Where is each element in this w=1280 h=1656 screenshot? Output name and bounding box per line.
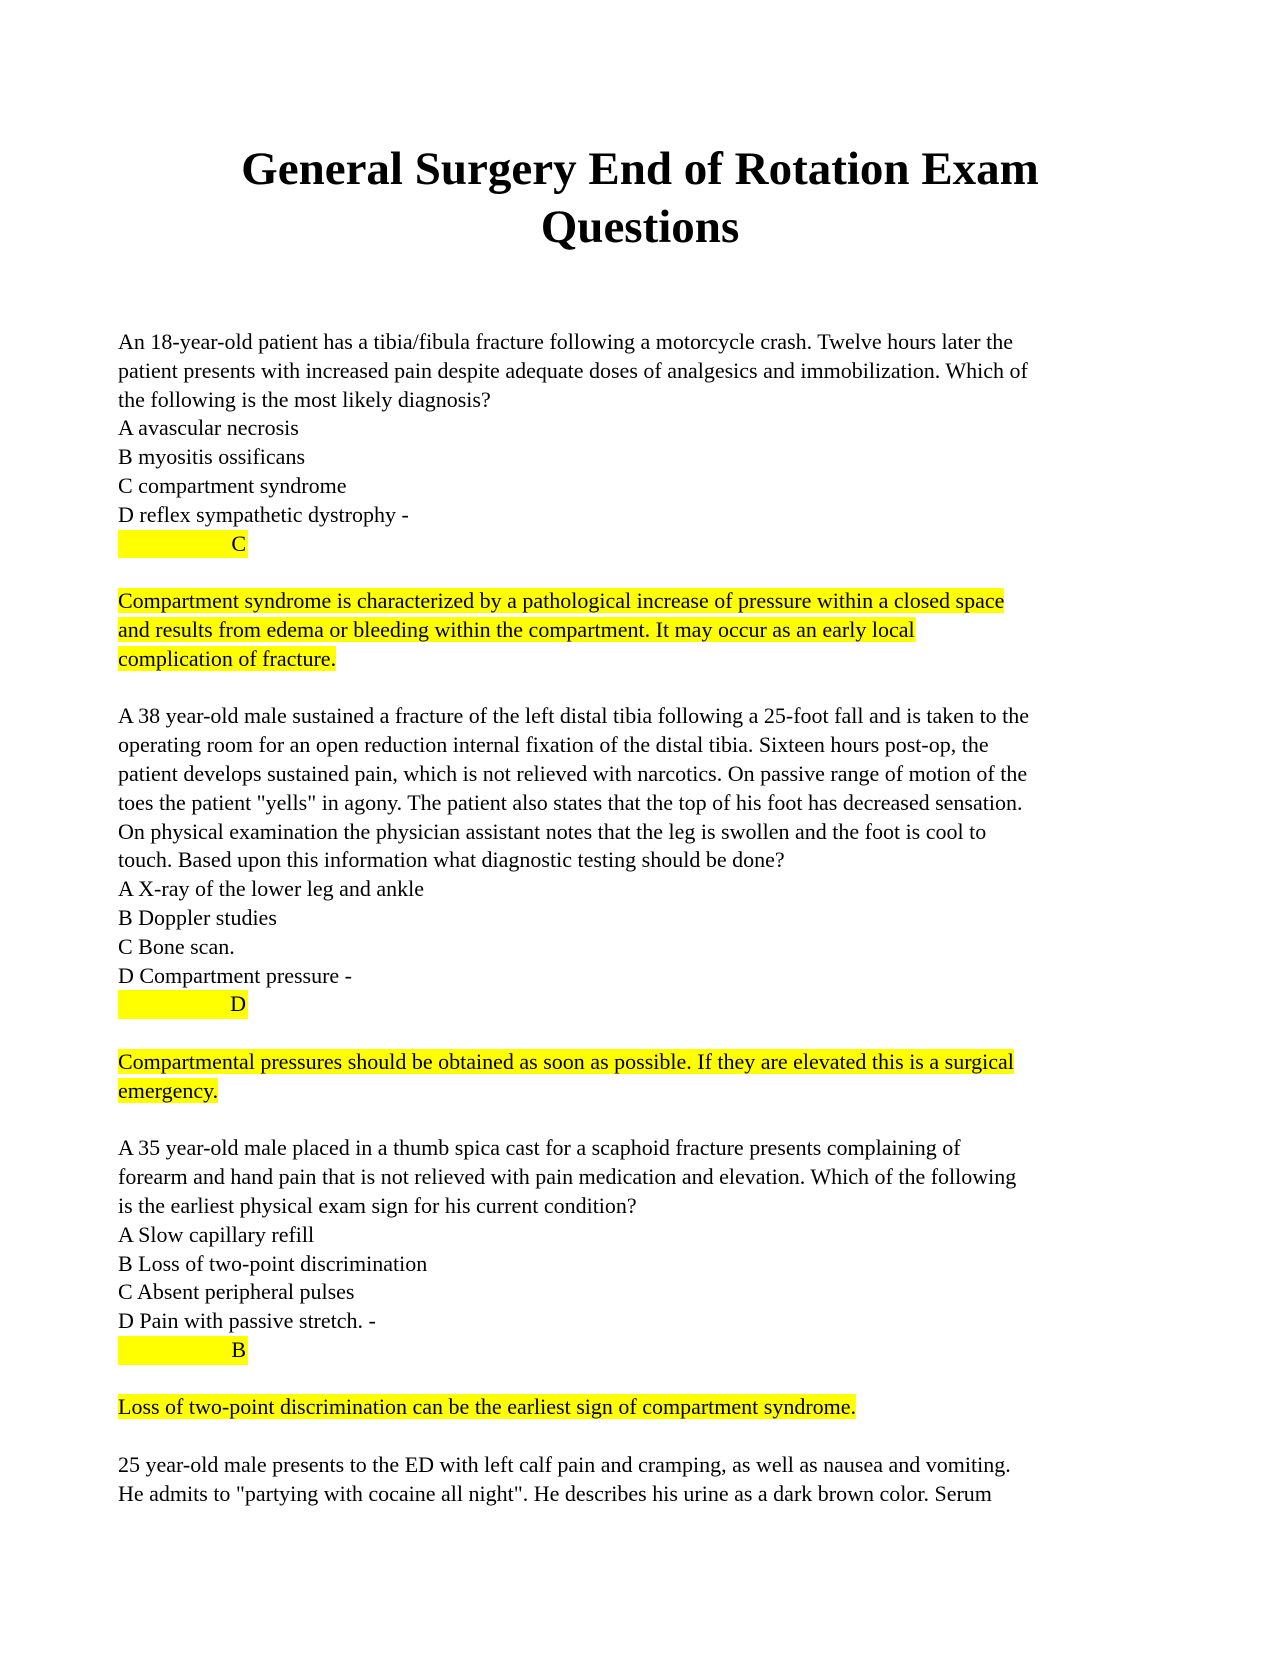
stem-line: toes the patient "yells" in agony. The patient also states that the top of his foot has decreased sensation. <box>118 789 1023 815</box>
answer-highlight <box>118 990 248 1019</box>
answer-highlight <box>118 1336 248 1365</box>
explanation-line: complication of fracture. <box>118 645 337 671</box>
stem-line: An 18-year-old patient has a tibia/fibula fracture following a motorcycle crash. Twelve hours later the <box>118 329 1014 354</box>
question-block-1 <box>118 328 1180 702</box>
question-block-3 <box>118 1134 1180 1451</box>
question-stem <box>118 1451 1180 1509</box>
stem-line: 25 year-old male presents to the ED with left calf pain and cramping, as well as nausea and vomiting. <box>118 1452 1011 1478</box>
document-body <box>118 328 1180 1509</box>
stem-line: On physical examination the physician assistant notes that the leg is swollen and the foot is cool to <box>118 818 987 844</box>
explanation-line: and results from edema or bleeding within the compartment. It may occur as an early local <box>118 616 915 642</box>
explanation <box>118 587 1180 673</box>
stem-line: patient develops sustained pain, which is not relieved with narcotics. On passive range of motion of the <box>118 760 1028 786</box>
question-stem <box>118 1134 1180 1220</box>
stem-line: the following is the most likely diagnosis? <box>118 386 491 412</box>
option-a: A X-ray of the lower leg and ankle <box>118 876 425 902</box>
option-a: A Slow capillary refill <box>118 1221 315 1247</box>
stem-line: touch. Based upon this information what diagnostic testing should be done? <box>118 847 785 873</box>
stem-line: operating room for an open reduction internal fixation of the distal tibia. Sixteen hours post-op, the <box>118 732 989 758</box>
answer-letter: B <box>231 1336 246 1362</box>
option-d: D reflex sympathetic dystrophy - <box>118 501 409 527</box>
page-title <box>0 140 1280 256</box>
stem-line: A 38 year-old male sustained a fracture of the left distal tibia following a 25-foot fall and is taken to the <box>118 703 1030 729</box>
option-c: C Bone scan. <box>118 933 235 959</box>
stem-line: forearm and hand pain that is not relieved with pain medication and elevation. Which of the following <box>118 1164 1017 1190</box>
option-c: C compartment syndrome <box>118 472 347 498</box>
question-block-2 <box>118 702 1180 1134</box>
title-line-1: General Surgery End of Rotation Exam <box>241 143 1039 195</box>
answer-highlight <box>118 530 248 559</box>
option-b: B myositis ossificans <box>118 444 306 470</box>
explanation-line: Compartment syndrome is characterized by a pathological increase of pressure within a closed space <box>118 588 1005 614</box>
option-b: B Loss of two-point discrimination <box>118 1250 428 1276</box>
answer-line <box>118 1336 1180 1365</box>
option-c: C Absent peripheral pulses <box>118 1279 355 1305</box>
option-a: A avascular necrosis <box>118 415 299 441</box>
answer-letter: D <box>230 991 246 1017</box>
answer-line <box>118 990 1180 1019</box>
option-b: B Doppler studies <box>118 904 277 930</box>
stem-line: He admits to "partying with cocaine all night". He describes his urine as a dark brown color. Serum <box>118 1480 992 1506</box>
option-d: D Pain with passive stretch. - <box>118 1308 376 1334</box>
explanation <box>118 1048 1180 1106</box>
explanation <box>118 1393 1180 1422</box>
question-stem <box>118 328 1180 414</box>
answer-line <box>118 530 1180 559</box>
explanation-line: emergency. <box>118 1077 219 1103</box>
title-line-2: Questions <box>540 201 740 253</box>
option-d: D Compartment pressure - <box>118 962 352 988</box>
stem-line: is the earliest physical exam sign for his current condition? <box>118 1192 637 1218</box>
explanation-line: Loss of two-point discrimination can be the earliest sign of compartment syndrome. <box>118 1394 857 1420</box>
stem-line: patient presents with increased pain despite adequate doses of analgesics and immobilization. Which of <box>118 357 1028 383</box>
explanation-line: Compartmental pressures should be obtained as soon as possible. If they are elevated this is a surgical <box>118 1048 1014 1074</box>
answer-letter: C <box>231 530 246 556</box>
stem-line: A 35 year-old male placed in a thumb spica cast for a scaphoid fracture presents complaining of <box>118 1135 961 1161</box>
question-stem <box>118 702 1180 875</box>
question-block-4 <box>118 1451 1180 1509</box>
